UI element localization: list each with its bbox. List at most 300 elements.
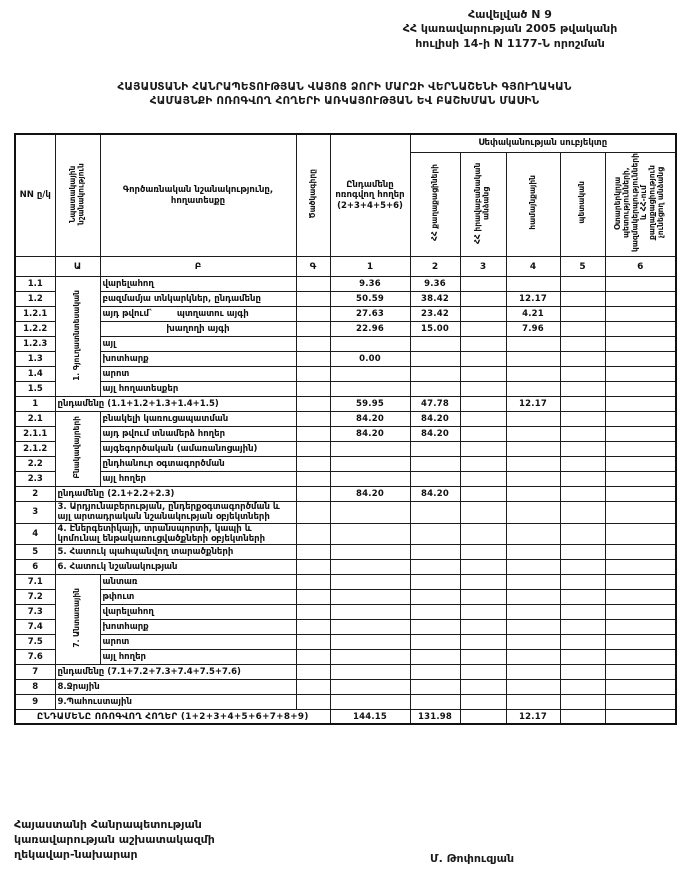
value-cell: [410, 679, 460, 694]
code-cell: [296, 442, 330, 457]
value-cell: [560, 412, 605, 427]
description-cell: 4. Էներգետիկայի, տրանսպորտի, կապի և կոմունալ ենթակառուցվածքների օբյեկտների: [55, 523, 296, 544]
value-cell: [605, 367, 676, 382]
value-cell: [560, 457, 605, 472]
value-cell: [330, 457, 410, 472]
letter-cell: 2: [410, 257, 460, 277]
value-cell: [560, 544, 605, 559]
value-cell: [560, 559, 605, 574]
value-cell: [506, 472, 560, 487]
value-cell: [605, 322, 676, 337]
value-cell: [330, 589, 410, 604]
value-cell: [560, 427, 605, 442]
letter-cell: Գ: [296, 257, 330, 277]
value-cell: 9.36: [410, 277, 460, 292]
col-header-legal-entities: ՀՀ իրավաբանական անձանց: [460, 152, 506, 257]
value-cell: [330, 619, 410, 634]
value-cell: [605, 397, 676, 412]
table-row: [15, 634, 676, 649]
description-cell: արոտ: [100, 367, 296, 382]
code-cell: [296, 307, 330, 322]
value-cell: [330, 664, 410, 679]
value-cell: [560, 277, 605, 292]
value-cell: [560, 307, 605, 322]
value-cell: [506, 277, 560, 292]
value-cell: [460, 574, 506, 589]
value-cell: [560, 589, 605, 604]
value-cell: [460, 559, 506, 574]
value-cell: [410, 337, 460, 352]
letter-cell: Բ: [100, 257, 296, 277]
row-number-cell: 7: [15, 664, 55, 679]
code-cell: [296, 322, 330, 337]
value-cell: 22.96: [330, 322, 410, 337]
value-cell: [330, 544, 410, 559]
code-cell: [296, 634, 330, 649]
value-cell: [460, 634, 506, 649]
value-cell: [605, 442, 676, 457]
value-cell: [330, 574, 410, 589]
value-cell: [330, 472, 410, 487]
value-cell: [605, 634, 676, 649]
value-cell: 23.42: [410, 307, 460, 322]
description-cell: 9.Պահուստային: [55, 694, 296, 709]
value-cell: 84.20: [410, 427, 460, 442]
value-cell: [410, 523, 460, 544]
value-cell: [560, 292, 605, 307]
value-cell: [506, 502, 560, 523]
value-cell: [460, 502, 506, 523]
value-cell: [605, 523, 676, 544]
value-cell: [506, 679, 560, 694]
value-cell: [506, 487, 560, 502]
letter-cell: 6: [605, 257, 676, 277]
value-cell: [605, 589, 676, 604]
table-row: [15, 619, 676, 634]
value-cell: [605, 604, 676, 619]
value-cell: [560, 382, 605, 397]
value-cell: [506, 352, 560, 367]
value-cell: [460, 322, 506, 337]
value-cell: [410, 502, 460, 523]
value-cell: [410, 634, 460, 649]
document-title: [28, 80, 661, 108]
value-cell: [410, 649, 460, 664]
row-number-cell: 2.1: [15, 412, 55, 427]
value-cell: [330, 694, 410, 709]
description-cell: ընդհանուր օգտագործման: [100, 457, 296, 472]
code-cell: [296, 574, 330, 589]
description-cell: վարելահող: [100, 604, 296, 619]
description-cell: այգեգործական (ամառանոցային): [100, 442, 296, 457]
value-cell: [560, 679, 605, 694]
code-cell: [296, 457, 330, 472]
col-header-community: համայնքային: [506, 152, 560, 257]
table-row: [15, 502, 676, 523]
code-cell: [296, 292, 330, 307]
value-cell: [410, 604, 460, 619]
row-number-cell: 9: [15, 694, 55, 709]
value-cell: [506, 412, 560, 427]
code-cell: [296, 649, 330, 664]
code-cell: [296, 679, 330, 694]
signature-line1: Հայաստանի Հանրապետության: [14, 818, 202, 831]
value-cell: [560, 442, 605, 457]
code-cell: [296, 412, 330, 427]
value-cell: [560, 634, 605, 649]
value-cell: [460, 442, 506, 457]
value-cell: [605, 544, 676, 559]
table-row: [15, 352, 676, 367]
value-cell: [605, 487, 676, 502]
table-row: [15, 322, 676, 337]
description-cell: թփուտ: [100, 589, 296, 604]
description-cell: այլ հողեր: [100, 472, 296, 487]
table-row-grand-total: [15, 709, 676, 724]
value-cell: [410, 442, 460, 457]
value-cell: [460, 523, 506, 544]
value-cell: [560, 367, 605, 382]
row-number-cell: 2.1.1: [15, 427, 55, 442]
row-number-cell: 7.5: [15, 634, 55, 649]
description-cell: բնակելի կառուցապատման: [100, 412, 296, 427]
row-number-cell: 2.2: [15, 457, 55, 472]
category-cell-forest: 7. Անտառային: [55, 574, 100, 664]
value-cell: [506, 427, 560, 442]
value-cell: 84.20: [330, 487, 410, 502]
irrigated-lands-table: [14, 133, 677, 725]
value-cell: [410, 544, 460, 559]
value-cell: [506, 619, 560, 634]
value-cell: 15.00: [410, 322, 460, 337]
value-cell: [560, 649, 605, 664]
table-row: [15, 559, 676, 574]
table-row: [15, 382, 676, 397]
value-cell: 12.17: [506, 292, 560, 307]
table-row: [15, 544, 676, 559]
grand-total-label-cell: ԸՆԴԱՄԵՆԸ ՈՌՈԳՎՈՂ ՀՈՂԵՐ (1+2+3+4+5+6+7+8+9): [15, 709, 330, 724]
row-number-cell: 1.2.1: [15, 307, 55, 322]
value-cell: [605, 292, 676, 307]
value-cell: 7.96: [506, 322, 560, 337]
table-row: [15, 679, 676, 694]
value-cell: [506, 589, 560, 604]
value-cell: [410, 457, 460, 472]
value-cell: [330, 442, 410, 457]
value-cell: 12.17: [506, 709, 560, 724]
table-row: [15, 412, 676, 427]
row-number-cell: 5: [15, 544, 55, 559]
value-cell: [506, 664, 560, 679]
table-row: [15, 523, 676, 544]
value-cell: [506, 523, 560, 544]
code-cell: [296, 382, 330, 397]
title-line1: ՀԱՅԱՍՏԱՆԻ ՀԱՆՐԱՊԵՏՈՒԹՅԱՆ ՎԱՅՈՑ ՁՈՐԻ ՄԱՐԶԻ ՎԵՐՆԱՇԵՆԻ ԳՅՈՒՂԱԿԱՆ: [117, 81, 572, 93]
value-cell: 84.20: [330, 412, 410, 427]
value-cell: [605, 457, 676, 472]
value-cell: [560, 709, 605, 724]
value-cell: [460, 307, 506, 322]
value-cell: [410, 694, 460, 709]
description-cell: 3. Արդյունաբերության, ընդերքօգտագործման և այլ արտադրական նշանակության օբյեկտների: [55, 502, 296, 523]
col-header-code: Ծածկագիրը: [296, 134, 330, 257]
description-cell: այլ հողեր: [100, 649, 296, 664]
value-cell: [605, 649, 676, 664]
value-cell: [605, 412, 676, 427]
description-cell: բազմամյա տնկարկներ, ընդամենը: [100, 292, 296, 307]
value-cell: [560, 574, 605, 589]
value-cell: 38.42: [410, 292, 460, 307]
value-cell: [605, 664, 676, 679]
table-row: [15, 589, 676, 604]
description-cell: 5. Հատուկ պահպանվող տարածքների: [55, 544, 296, 559]
code-cell: [296, 619, 330, 634]
table-row: [15, 367, 676, 382]
row-number-cell: 1.2: [15, 292, 55, 307]
col-header-nn: NN ը/կ: [15, 134, 55, 257]
value-cell: 9.36: [330, 277, 410, 292]
value-cell: [560, 472, 605, 487]
code-cell: [296, 397, 330, 412]
value-cell: 144.15: [330, 709, 410, 724]
description-cell: խաղողի այգի: [100, 322, 296, 337]
column-letter-row: [15, 257, 676, 277]
table-row: [15, 442, 676, 457]
table-row: [15, 277, 676, 292]
letter-cell: 1: [330, 257, 410, 277]
table-row: [15, 457, 676, 472]
code-cell: [296, 664, 330, 679]
description-cell: ընդամենը (1.1+1.2+1.3+1.4+1.5): [55, 397, 296, 412]
value-cell: [460, 277, 506, 292]
table-row: [15, 604, 676, 619]
col-header-foreign: Օտարերկրյա պետությունների, կազմակերպությունների և ՀՀ-ում քաղաքացիություն չունեցող անձանց: [605, 152, 676, 257]
value-cell: [460, 382, 506, 397]
value-cell: [460, 367, 506, 382]
value-cell: [560, 664, 605, 679]
ownership-group-header: Սեփականության սուբյեկտը: [410, 134, 676, 152]
value-cell: 4.21: [506, 307, 560, 322]
category-cell-agricultural: 1. Գյուղատնտեսական: [55, 277, 100, 397]
letter-cell: Ա: [55, 257, 100, 277]
row-number-cell: 1.2.3: [15, 337, 55, 352]
value-cell: 84.20: [410, 412, 460, 427]
col-header-state: պետական: [560, 152, 605, 257]
category-cell-residential: Բնակավայրերի: [55, 412, 100, 487]
row-number-cell: 2.3: [15, 472, 55, 487]
code-cell: [296, 604, 330, 619]
row-number-cell: 3: [15, 502, 55, 523]
value-cell: [605, 574, 676, 589]
description-cell: արոտ: [100, 634, 296, 649]
table-row-subtotal: [15, 397, 676, 412]
row-number-cell: 1.3: [15, 352, 55, 367]
code-cell: [296, 559, 330, 574]
table-row: [15, 427, 676, 442]
value-cell: [460, 604, 506, 619]
col-header-citizens: ՀՀ քաղաքացիների: [410, 152, 460, 257]
value-cell: [605, 352, 676, 367]
value-cell: [460, 679, 506, 694]
code-cell: [296, 487, 330, 502]
appendix-line1: Հավելված N 9: [468, 8, 552, 21]
row-number-cell: 4: [15, 523, 55, 544]
table-row: [15, 472, 676, 487]
col-header-total: Ընդամենը ոռոգվող հողեր (2+3+4+5+6): [330, 134, 410, 257]
table-row: [15, 574, 676, 589]
value-cell: [605, 382, 676, 397]
row-number-cell: 2: [15, 487, 55, 502]
value-cell: [460, 292, 506, 307]
value-cell: [330, 634, 410, 649]
value-cell: [410, 352, 460, 367]
value-cell: [560, 487, 605, 502]
value-cell: [460, 664, 506, 679]
description-cell: խոտհարք: [100, 352, 296, 367]
row-number-cell: 6: [15, 559, 55, 574]
code-cell: [296, 367, 330, 382]
value-cell: [506, 649, 560, 664]
value-cell: [506, 604, 560, 619]
value-cell: [460, 472, 506, 487]
row-number-cell: 1: [15, 397, 55, 412]
value-cell: [560, 337, 605, 352]
value-cell: [410, 619, 460, 634]
value-cell: [460, 709, 506, 724]
value-cell: 27.63: [330, 307, 410, 322]
table-row: [15, 307, 676, 322]
description-cell: այդ թվում տնամերձ հողեր: [100, 427, 296, 442]
description-cell: այլ: [100, 337, 296, 352]
value-cell: [460, 544, 506, 559]
value-cell: [605, 559, 676, 574]
value-cell: [560, 502, 605, 523]
value-cell: [410, 664, 460, 679]
value-cell: [560, 322, 605, 337]
letter-cell: 4: [506, 257, 560, 277]
table-row: [15, 337, 676, 352]
value-cell: [560, 694, 605, 709]
value-cell: [330, 523, 410, 544]
signature-line3: ղեկավար-նախարար: [14, 847, 138, 861]
description-cell: վարելահող: [100, 277, 296, 292]
value-cell: [460, 619, 506, 634]
letter-cell: 3: [460, 257, 506, 277]
value-cell: [560, 352, 605, 367]
value-cell: [560, 397, 605, 412]
value-cell: [605, 427, 676, 442]
description-cell: այդ թվում` պտղատու այգի: [100, 307, 296, 322]
row-number-cell: 7.6: [15, 649, 55, 664]
row-number-cell: 1.1: [15, 277, 55, 292]
value-cell: [330, 679, 410, 694]
value-cell: [460, 589, 506, 604]
description-cell: ընդամենը (2.1+2.2+2.3): [55, 487, 296, 502]
value-cell: [410, 382, 460, 397]
value-cell: 59.95: [330, 397, 410, 412]
value-cell: [605, 307, 676, 322]
row-number-cell: 7.4: [15, 619, 55, 634]
value-cell: [460, 352, 506, 367]
row-number-cell: 8: [15, 679, 55, 694]
value-cell: [506, 382, 560, 397]
value-cell: [330, 502, 410, 523]
code-cell: [296, 427, 330, 442]
value-cell: [560, 523, 605, 544]
value-cell: [330, 604, 410, 619]
value-cell: [605, 679, 676, 694]
value-cell: [410, 574, 460, 589]
value-cell: 84.20: [330, 427, 410, 442]
description-cell: խոտհարք: [100, 619, 296, 634]
value-cell: [605, 472, 676, 487]
value-cell: [605, 694, 676, 709]
letter-cell: [15, 257, 55, 277]
value-cell: 131.98: [410, 709, 460, 724]
code-cell: [296, 472, 330, 487]
row-number-cell: 7.1: [15, 574, 55, 589]
value-cell: 47.78: [410, 397, 460, 412]
value-cell: 84.20: [410, 487, 460, 502]
row-number-cell: 1.5: [15, 382, 55, 397]
description-cell: այլ հողատեսքեր: [100, 382, 296, 397]
signature-block: [14, 818, 215, 863]
value-cell: [460, 487, 506, 502]
description-cell: 6. Հատուկ նշանակության: [55, 559, 296, 574]
value-cell: 0.00: [330, 352, 410, 367]
value-cell: [410, 367, 460, 382]
value-cell: [410, 589, 460, 604]
value-cell: 12.17: [506, 397, 560, 412]
row-number-cell: 1.4: [15, 367, 55, 382]
value-cell: [605, 277, 676, 292]
table-row: [15, 694, 676, 709]
row-number-cell: 1.2.2: [15, 322, 55, 337]
description-cell: 8.Ջրային: [55, 679, 296, 694]
table-row: [15, 292, 676, 307]
signature-line2: կառավարության աշխատակազմի: [14, 832, 215, 846]
value-cell: [605, 337, 676, 352]
value-cell: [410, 559, 460, 574]
code-cell: [296, 337, 330, 352]
value-cell: [410, 472, 460, 487]
code-cell: [296, 352, 330, 367]
code-cell: [296, 589, 330, 604]
description-cell: ընդամենը (7.1+7.2+7.3+7.4+7.5+7.6): [55, 664, 296, 679]
value-cell: [560, 604, 605, 619]
value-cell: [460, 427, 506, 442]
description-cell: անտառ: [100, 574, 296, 589]
row-number-cell: 2.1.2: [15, 442, 55, 457]
value-cell: [506, 574, 560, 589]
value-cell: [506, 442, 560, 457]
appendix-line2: ՀՀ կառավարության 2005 թվականի: [402, 22, 618, 36]
appendix-reference: [340, 8, 680, 51]
value-cell: [330, 559, 410, 574]
signer-name: Մ. Թոփուզյան: [430, 852, 515, 865]
value-cell: [460, 457, 506, 472]
col-header-purpose: Նպատակային նշանակություն: [55, 134, 100, 257]
value-cell: [506, 694, 560, 709]
value-cell: [460, 694, 506, 709]
col-header-functional: Գործառնական նշանակությունը, հողատեսքը: [100, 134, 296, 257]
value-cell: [506, 367, 560, 382]
value-cell: [506, 337, 560, 352]
table-row-subtotal: [15, 487, 676, 502]
value-cell: [605, 619, 676, 634]
value-cell: [605, 502, 676, 523]
value-cell: [330, 382, 410, 397]
